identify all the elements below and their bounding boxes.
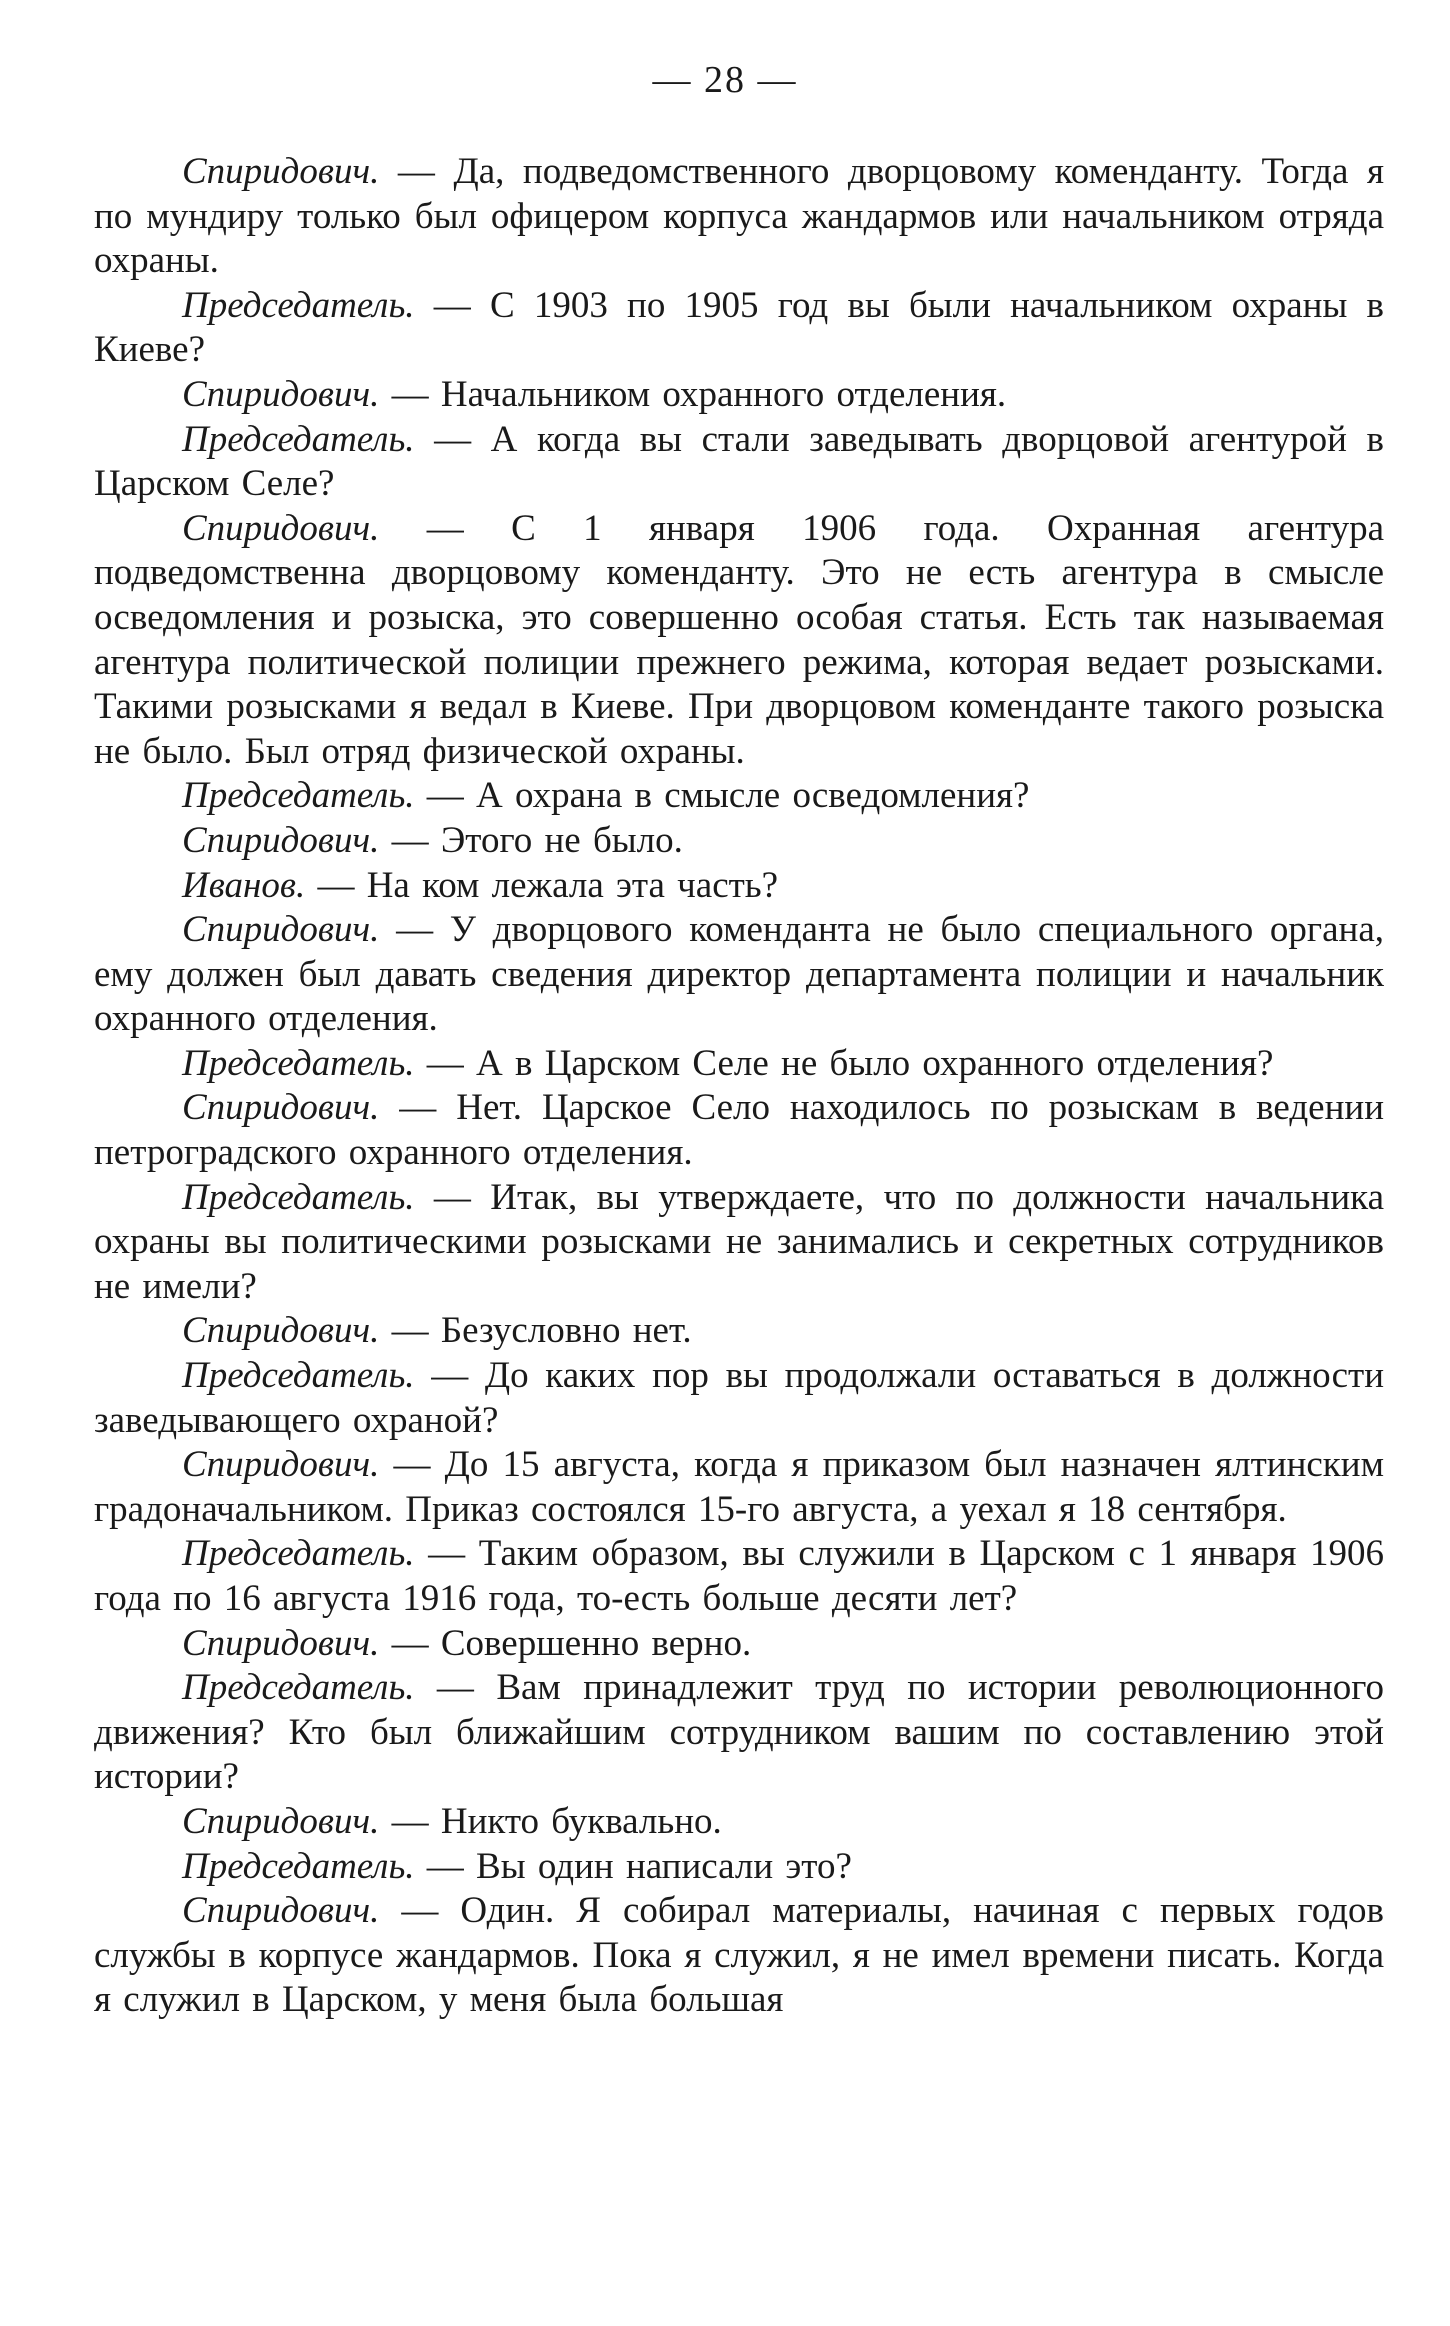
- speech-text: — У дворцового коменданта не было специального органа, ему должен был давать сведения директор департамента полиции и начальник охранного отделения.: [94, 909, 1384, 1040]
- speaker-name: Спиридович.: [182, 373, 380, 415]
- speaker-name: Спиридович.: [182, 1800, 380, 1842]
- speech-text: — А охрана в смысле осведомления?: [414, 775, 1030, 817]
- speaker-name: Спиридович.: [182, 909, 380, 951]
- speech-text: — Никто буквально.: [379, 1800, 722, 1842]
- speech-text: — Этого не было.: [379, 819, 683, 861]
- speech-text: — Вам принадлежит труд по истории революционного движения? Кто был ближайшим сотрудником вашим по составлению этой истории?: [94, 1667, 1384, 1798]
- speaker-name: Спиридович.: [182, 507, 380, 549]
- dialogue-paragraph: [94, 1622, 1384, 1667]
- speech-text: — С 1 января 1906 года. Охранная агентура подведомственна дворцовому коменданту. Это не есть агентура в смысле осведомления и розыска, это совершенно особая статья. Есть так называемая агентура политической полиции прежнего режима, которая ведает розысками. Такими розысками я ведал в Киеве. При дворцовом коменданте такого розыска не было. Был отряд физической охраны.: [94, 507, 1384, 772]
- dialogue-paragraph: [94, 1042, 1384, 1087]
- speech-text: — А в Царском Селе не было охранного отделения?: [414, 1042, 1274, 1084]
- speaker-name: Председатель.: [182, 775, 415, 817]
- dialogue-paragraph: [94, 1666, 1384, 1800]
- speaker-name: Спиридович.: [182, 1622, 380, 1664]
- speaker-name: Председатель.: [182, 1355, 415, 1397]
- dialogue-paragraph: [94, 1889, 1384, 2023]
- speaker-name: Председатель.: [182, 1176, 415, 1218]
- dialogue-paragraph: [94, 1845, 1384, 1890]
- speech-text: — Один. Я собирал материалы, начиная с первых годов службы в корпусе жандармов. Пока я служил, я не имел времени писать. Когда я служил в Царском, у меня была большая: [94, 1890, 1384, 2021]
- speaker-name: Председатель.: [182, 1845, 415, 1887]
- dialogue-paragraph: [94, 1354, 1384, 1443]
- speaker-name: Председатель.: [182, 284, 415, 326]
- speech-text: — Таким образом, вы служили в Царском с 1 января 1906 года по 16 августа 1916 года, то-есть больше десяти лет?: [94, 1533, 1384, 1619]
- dialogue-paragraph: [94, 1443, 1384, 1532]
- speech-text: — Начальником охранного отделения.: [379, 373, 1007, 415]
- dialogue-paragraph: [94, 1800, 1384, 1845]
- speaker-name: Спиридович.: [182, 1444, 380, 1486]
- speech-text: — До 15 августа, когда я приказом был назначен ялтинским градоначальником. Приказ состоялся 15-го августа, а уехал я 18 сентября.: [94, 1444, 1384, 1530]
- speech-text: — Совершенно верно.: [379, 1622, 752, 1664]
- speech-text: — Безусловно нет.: [379, 1310, 692, 1352]
- speech-text: — Итак, вы утверждаете, что по должности начальника охраны вы политическими розысками не занимались и секретных сотрудников не имели?: [94, 1176, 1384, 1307]
- speaker-name: Спиридович.: [182, 819, 380, 861]
- dialogue-paragraph: [94, 418, 1384, 507]
- speaker-name: Спиридович.: [182, 1087, 380, 1129]
- speech-text: — Вы один написали это?: [414, 1845, 852, 1887]
- dialogue-paragraph: [94, 1086, 1384, 1175]
- speaker-name: Председатель.: [182, 1042, 415, 1084]
- speaker-name: Спиридович.: [182, 1890, 380, 1932]
- dialogue-paragraph: [94, 373, 1384, 418]
- speech-text: — На ком лежала эта часть?: [305, 864, 779, 906]
- speaker-name: Иванов.: [182, 864, 306, 906]
- dialogue-paragraph: [94, 507, 1384, 775]
- dialogue-paragraph: [94, 774, 1384, 819]
- speaker-name: Спиридович.: [182, 1310, 380, 1352]
- page-number: — 28 —: [652, 59, 798, 101]
- dialogue-paragraph: [94, 864, 1384, 909]
- speaker-name: Председатель.: [182, 1533, 415, 1575]
- speaker-name: Председатель.: [182, 418, 415, 460]
- speaker-name: Председатель.: [182, 1667, 415, 1709]
- speech-text: — С 1903 по 1905 год вы были начальником охраны в Киеве?: [94, 284, 1384, 371]
- dialogue-paragraph: [94, 1176, 1384, 1310]
- dialogue-paragraph: [94, 1309, 1384, 1354]
- speaker-name: Спиридович.: [182, 151, 380, 192]
- transcript-body: [94, 150, 1384, 2023]
- speech-text: — Да, подведомственного дворцовому коменданту. Тогда я по мундиру только был офицером корпуса жандармов или начальником отряда охраны.: [94, 151, 1384, 282]
- speech-text: — А когда вы стали заведывать дворцовой агентурой в Царском Селе?: [94, 418, 1384, 505]
- speech-text: — До каких пор вы продолжали оставаться в должности заведывающего охраной?: [94, 1355, 1384, 1441]
- speech-text: — Нет. Царское Село находилось по розыскам в ведении петроградского охранного отделения.: [94, 1087, 1384, 1174]
- dialogue-paragraph: [94, 284, 1384, 373]
- dialogue-paragraph: [94, 819, 1384, 864]
- dialogue-paragraph: [94, 150, 1384, 284]
- dialogue-paragraph: [94, 908, 1384, 1042]
- dialogue-paragraph: [94, 1532, 1384, 1621]
